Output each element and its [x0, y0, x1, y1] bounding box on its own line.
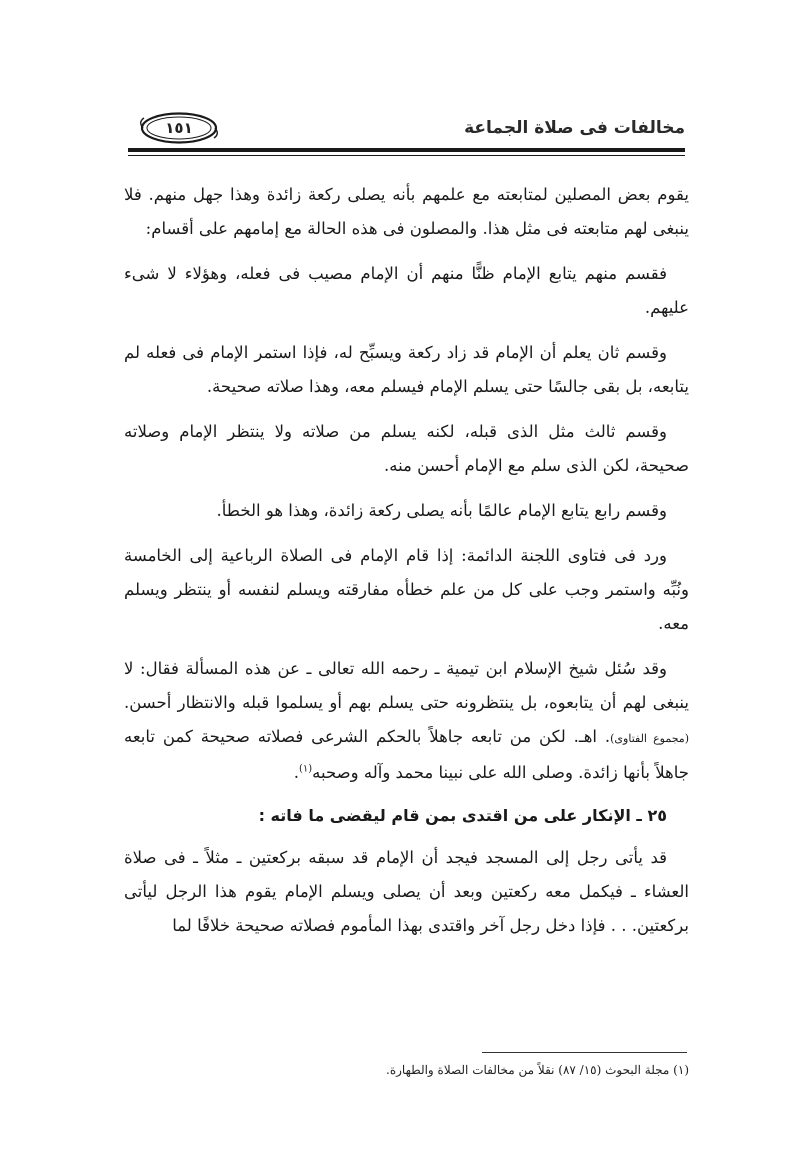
- paragraph-3: وقسم ثان يعلم أن الإمام قد زاد ركعة ويسبِّح له، فإذا استمر الإمام فى فعله لم يتابعه، بل بقى جالسًا حتى يسلم الإمام فيسلم معه، وهذا صلاته صحيحة.: [124, 343, 689, 396]
- header-rule-thin: [128, 155, 685, 156]
- footnote: (١) مجلة البحوث (١٥/ ٨٧) نقلاً من مخالفات الصلاة والطهارة.: [386, 1063, 689, 1077]
- paragraph-5: وقسم رابع يتابع الإمام عالمًا بأنه يصلى ركعة زائدة، وهذا هو الخطأ.: [216, 501, 667, 520]
- fatwa-end: .: [293, 763, 299, 782]
- header-rule-thick: [128, 148, 685, 152]
- body-text: [124, 178, 689, 954]
- section-paragraph: قد يأتى رجل إلى المسجد فيجد أن الإمام قد سبقه بركعتين ـ مثلاً ـ فى صلاة العشاء ـ فيكمل معه ركعتين وبعد أن يصلى ويسلم الإمام يقوم هذا الرجل ليأتى بركعتين. . . فإذا دخل رجل آخر واقتدى بهذا المأموم فصلاته صحيحة خلافًا لما: [124, 848, 689, 935]
- page-number-badge: [140, 112, 218, 144]
- paragraph-2: فقسم منهم يتابع الإمام ظنًّا منهم أن الإمام مصيب فى فعله، وهؤلاء لا شىء عليهم.: [124, 264, 689, 317]
- fatwa-paragraph: [124, 652, 689, 790]
- footnote-marker[interactable]: (١): [298, 763, 313, 775]
- footnote-rule: [482, 1052, 687, 1053]
- paragraph-4: وقسم ثالث مثل الذى قبله، لكنه يسلم من صلاته ولا ينتظر الإمام وصلاته صحيحة، لكن الذى سلم مع الإمام أحسن منه.: [124, 422, 689, 475]
- page-number: ١٥١: [165, 119, 193, 137]
- fatwa-reference: (مجموع الفتاوى): [610, 732, 689, 745]
- fatwa-text-2: . اهـ. لكن من تابعه جاهلاً بالحكم الشرعى فصلاته صحيحة كمن تابعه جاهلاً بأنها زائدة. وصلى الله على نبينا محمد وآله وصحبه: [124, 727, 689, 782]
- page-header: [128, 112, 685, 156]
- running-title: مخالفات فى صلاة الجماعة: [464, 118, 685, 138]
- paragraph-6: ورد فى فتاوى اللجنة الدائمة: إذا قام الإمام فى الصلاة الرباعية إلى الخامسة ونُبِّه واستمر وجب على كل من علم خطأه مفارقته ويسلم لنفسه أو ينتظر ويسلم معه.: [124, 546, 689, 633]
- fatwa-text-1: وقد سُئل شيخ الإسلام ابن تيمية ـ رحمه الله تعالى ـ عن هذه المسألة فقال: لا ينبغى لهم أن يتابعوه، بل ينتظرونه حتى يسلم بهم أو يسلموا قبله والانتظار أحسن.: [124, 659, 689, 712]
- paragraph-1: يقوم بعض المصلين لمتابعته مع علمهم بأنه يصلى ركعة زائدة وهذا جهل منهم. فلا ينبغى لهم متابعته فى مثل هذا. والمصلون فى هذه الحالة مع إمامهم على أقسام:: [124, 185, 689, 238]
- section-heading: ٢٥ ـ الإنكار على من اقتدى بمن قام ليقضى ما فاته :: [258, 806, 667, 825]
